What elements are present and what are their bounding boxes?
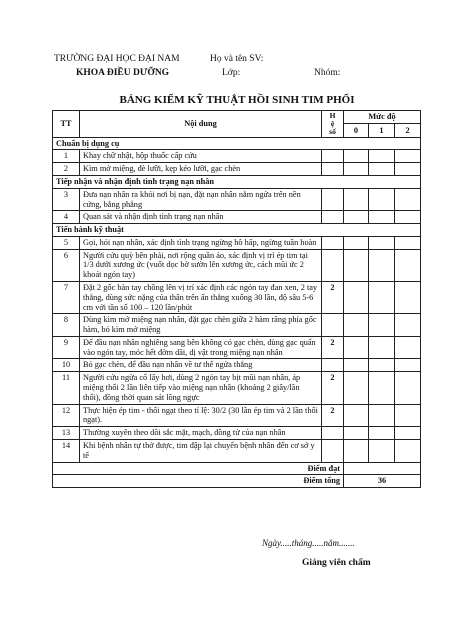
section-title: Tiến hành kỹ thuật — [53, 224, 421, 237]
column-header-coefficient: H ệ số — [322, 111, 344, 138]
level-0-cell — [344, 314, 369, 337]
level-2-cell — [395, 359, 421, 372]
row-coefficient — [322, 314, 344, 337]
row-content: Khi bệnh nhân tự thở được, tim đập lại chuyển bệnh nhân đến cơ sở y tế — [80, 439, 322, 462]
section-row — [53, 224, 421, 237]
column-header-tt: TT — [53, 111, 80, 138]
row-coefficient — [322, 211, 344, 224]
table-row — [53, 404, 421, 427]
level-0-cell — [344, 439, 369, 462]
level-0-cell — [344, 150, 369, 163]
level-1-cell — [369, 236, 395, 249]
row-number: 10 — [53, 359, 80, 372]
row-content: Quan sát và nhận định tình trạng nạn nhân — [80, 211, 322, 224]
level-1-cell — [369, 439, 395, 462]
level-0-cell — [344, 336, 369, 359]
group-label: Nhóm: — [314, 68, 341, 78]
level-2-cell — [395, 439, 421, 462]
row-number: 14 — [53, 439, 80, 462]
level-2-cell — [395, 236, 421, 249]
grader-title: Giảng viên chấm — [302, 558, 371, 568]
level-2-cell — [395, 404, 421, 427]
level-2-cell — [395, 336, 421, 359]
section-title: Chuẩn bị dụng cụ — [53, 137, 421, 150]
row-content: Để đầu nạn nhân nghiêng sang bên không có gạc chèn, dùng gạc quấn vào ngón tay, móc hết đờm dãi, dị vật trong miệng nạn nhân — [80, 336, 322, 359]
row-content: Đưa nạn nhân ra khỏi nơi bị nạn, đặt nạn nhân nằm ngửa trên nền cứng, bằng phẳng — [80, 188, 322, 211]
level-0-cell — [344, 249, 369, 281]
section-row — [53, 175, 421, 188]
level-0-cell — [344, 236, 369, 249]
row-content: Khay chữ nhật, hộp thuốc cấp cứu — [80, 150, 322, 163]
level-1-cell — [369, 282, 395, 314]
table-row — [53, 211, 421, 224]
table-row — [53, 439, 421, 462]
level-2-cell — [395, 163, 421, 176]
checklist-table — [52, 110, 421, 488]
level-1-cell — [369, 188, 395, 211]
level-1-cell — [369, 404, 395, 427]
table-row — [53, 236, 421, 249]
row-content: Gọi, hỏi nạn nhân, xác định tình trạng ngừng hô hấp, ngừng tuần hoàn — [80, 236, 322, 249]
level-1-cell — [369, 427, 395, 440]
row-content: Thường xuyên theo dõi sắc mặt, mạch, đồng tử của nạn nhân — [80, 427, 322, 440]
level-1-cell — [369, 359, 395, 372]
row-coefficient — [322, 236, 344, 249]
row-number: 8 — [53, 314, 80, 337]
level-0-cell — [344, 359, 369, 372]
column-header-level: Mức độ — [344, 111, 421, 124]
score-value — [344, 462, 421, 475]
level-2-cell — [395, 188, 421, 211]
level-0-header: 0 — [344, 124, 369, 137]
level-1-cell — [369, 249, 395, 281]
table-row — [53, 427, 421, 440]
table-row — [53, 314, 421, 337]
table-row — [53, 336, 421, 359]
row-coefficient — [322, 249, 344, 281]
table-row — [53, 150, 421, 163]
faculty-name: KHOA ĐIỀU DƯỠNG — [76, 68, 170, 78]
level-0-cell — [344, 404, 369, 427]
class-label: Lớp: — [222, 68, 241, 78]
row-coefficient: 2 — [322, 372, 344, 404]
university-name: TRƯỜNG ĐẠI HỌC ĐẠI NAM — [54, 54, 180, 64]
level-0-cell — [344, 372, 369, 404]
level-1-cell — [369, 211, 395, 224]
row-coefficient — [322, 188, 344, 211]
row-coefficient — [322, 163, 344, 176]
row-number: 4 — [53, 211, 80, 224]
section-title: Tiếp nhận và nhận định tình trạng nạn nhân — [53, 175, 421, 188]
row-content: Thực hiện ép tim - thổi ngạt theo tỉ lệ: 30/2 (30 lần ép tim và 2 lần thổi ngạt). — [80, 404, 322, 427]
level-0-cell — [344, 427, 369, 440]
level-1-cell — [369, 372, 395, 404]
column-header-content: Nội dung — [80, 111, 322, 138]
row-number: 13 — [53, 427, 80, 440]
row-coefficient — [322, 427, 344, 440]
level-2-cell — [395, 282, 421, 314]
row-coefficient: 2 — [322, 404, 344, 427]
row-number: 3 — [53, 188, 80, 211]
row-number: 7 — [53, 282, 80, 314]
page-title: BẢNG KIỂM KỸ THUẬT HỒI SINH TIM PHỔI — [119, 94, 355, 106]
level-2-cell — [395, 314, 421, 337]
row-number: 6 — [53, 249, 80, 281]
level-0-cell — [344, 188, 369, 211]
level-1-cell — [369, 314, 395, 337]
table-row — [53, 249, 421, 281]
level-2-cell — [395, 211, 421, 224]
table-header-row — [53, 111, 421, 124]
level-1-cell — [369, 163, 395, 176]
row-content: Dùng kìm mở miệng nạn nhân, đặt gạc chèn giữa 2 hàm răng phía gốc hàm, bỏ kìm mở miệng — [80, 314, 322, 337]
level-2-cell — [395, 372, 421, 404]
total-value: 36 — [344, 475, 421, 488]
level-0-cell — [344, 211, 369, 224]
row-number: 12 — [53, 404, 80, 427]
row-content: Người cứu ngửa cổ lấy hơi, dùng 2 ngón tay bịt mũi nạn nhân, áp miệng thổi 2 lần liên tiếp vào miệng nạn nhân (khoảng 2 giây/lần thổi), đồng thời quan sát lồng ngực — [80, 372, 322, 404]
row-content: Người cứu quỳ bên phải, nơi rộng quần áo, xác định vị trí ép tim tại 1/3 dưới xương ức (vuốt dọc bờ sườn lên xương ức, cách mũi ức 2 khoát ngón tay) — [80, 249, 322, 281]
row-number: 11 — [53, 372, 80, 404]
table-row — [53, 282, 421, 314]
level-0-cell — [344, 282, 369, 314]
level-2-header: 2 — [395, 124, 421, 137]
level-1-cell — [369, 336, 395, 359]
level-1-header: 1 — [369, 124, 395, 137]
score-label: Điểm đạt — [53, 462, 344, 475]
row-coefficient: 2 — [322, 282, 344, 314]
table-row — [53, 163, 421, 176]
row-coefficient — [322, 439, 344, 462]
row-content: Bỏ gạc chèn, để đầu nạn nhân về tư thế ngửa thẳng — [80, 359, 322, 372]
level-0-cell — [344, 163, 369, 176]
row-number: 1 — [53, 150, 80, 163]
level-2-cell — [395, 249, 421, 281]
level-1-cell — [369, 150, 395, 163]
row-number: 5 — [53, 236, 80, 249]
row-coefficient — [322, 150, 344, 163]
row-content: Đặt 2 gốc bàn tay chồng lên vị trí xác định các ngón tay đan xen, 2 tay thẳng, dùng sức nặng của thân trên ấn thẳng xuống 30 lần, độ sâu 5-6 cm với tần số 100 – 120 lần/phút — [80, 282, 322, 314]
row-coefficient — [322, 359, 344, 372]
row-number: 2 — [53, 163, 80, 176]
total-label: Điểm tổng — [53, 475, 344, 488]
date-line: Ngày.....tháng.....năm....... — [262, 538, 355, 548]
row-coefficient: 2 — [322, 336, 344, 359]
row-content: Kìm mở miệng, đè lưỡi, kẹp kéo lưỡi, gạc chèn — [80, 163, 322, 176]
score-row — [53, 462, 421, 475]
table-row — [53, 372, 421, 404]
table-row — [53, 359, 421, 372]
total-row — [53, 475, 421, 488]
level-2-cell — [395, 427, 421, 440]
level-2-cell — [395, 150, 421, 163]
row-number: 9 — [53, 336, 80, 359]
section-row — [53, 137, 421, 150]
table-row — [53, 188, 421, 211]
student-name-label: Họ và tên SV: — [210, 54, 264, 64]
